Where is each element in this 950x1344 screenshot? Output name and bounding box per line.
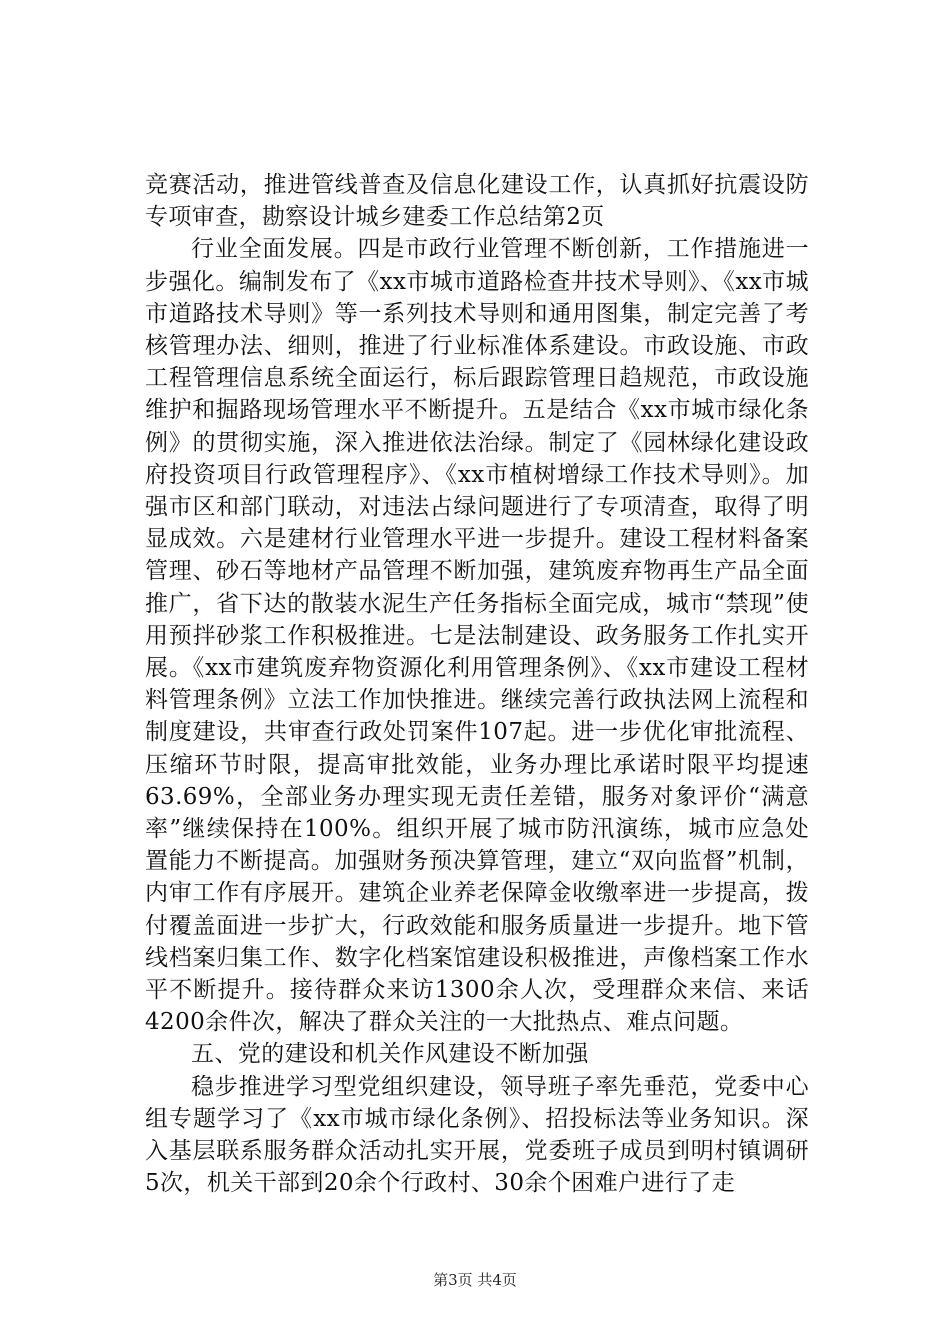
paragraph-industry-development: 行业全面发展。四是市政行业管理不断创新，工作措施进一步强化。编制发布了《xx市城市道路检查井技术导则》、《xx市城市道路技术导则》等一系列技术导则和通用图集，制定完善了考核管理办法、细则，推进了行业标准体系建设。市政设施、市政工程管理信息系统全面运行，标后跟踪管理日趋规范，市政设施维护和掘路现场管理水平不断提升。五是结合《xx市城市绿化条例》的贯彻实施，深入推进依法治绿。制定了《园林绿化建设政府投资项目行政管理程序》、《xx市植树增绿工作技术导则》。加强市区和部门联动，对违法占绿问题进行了专项清查，取得了明显成效。六是建材行业管理水平进一步提升。建设工程材料备案管理、砂石等地材产品管理不断加强，建筑废弃物再生产品全面推广，省下达的散装水泥生产任务指标全面完成，城市“禁现”使用预拌砂浆工作积极推进。七是法制建设、政务服务工作扎实开展。《xx市建筑废弃物资源化利用管理条例》、《xx市建设工程材料管理条例》立法工作加快推进。继续完善行政执法网上流程和制度建设，共审查行政处罚案件107起。进一步优化审批流程、压缩环节时限，提高审批效能，业务办理比承诺时限平均提速63.69%，全部业务办理实现无责任差错，服务对象评价“满意率”继续保持在100%。组织开展了城市防汛演练，城市应急处置能力不断提高。加强财务预决算管理，建立“双向监督”机制，内审工作有序展开。建筑企业养老保障金收缴率进一步提高，拨付覆盖面进一步扩大，行政效能和服务质量进一步提升。地下管线档案归集工作、数字化档案馆建设积极推进，声像档案工作水平不断提升。接待群众来访1300余人次，受理群众来信、来话4200余件次，解决了群众关注的一大批热点、难点问题。 (145, 236, 809, 1036)
section-heading-party-building: 五、党的建设和机关作风建设不断加强 (191, 1041, 589, 1068)
document-body (145, 169, 809, 1200)
paragraph-continued: 竞赛活动，推进管线普查及信息化建设工作，认真抓好抗震设防专项审查，勘察设计城乡建委工作总结第2页 (145, 172, 809, 231)
page-footer: 第3页 共4页 (433, 1271, 517, 1289)
paragraph-party-organization: 稳步推进学习型党组织建设，领导班子率先垂范，党委中心组专题学习了《xx市城市绿化条例》、招投标法等业务知识。深入基层联系服务群众活动扎实开展，党委班子成员到明村镇调研5次，机关干部到20余个行政村、30余个困难户进行了走 (145, 1073, 809, 1197)
